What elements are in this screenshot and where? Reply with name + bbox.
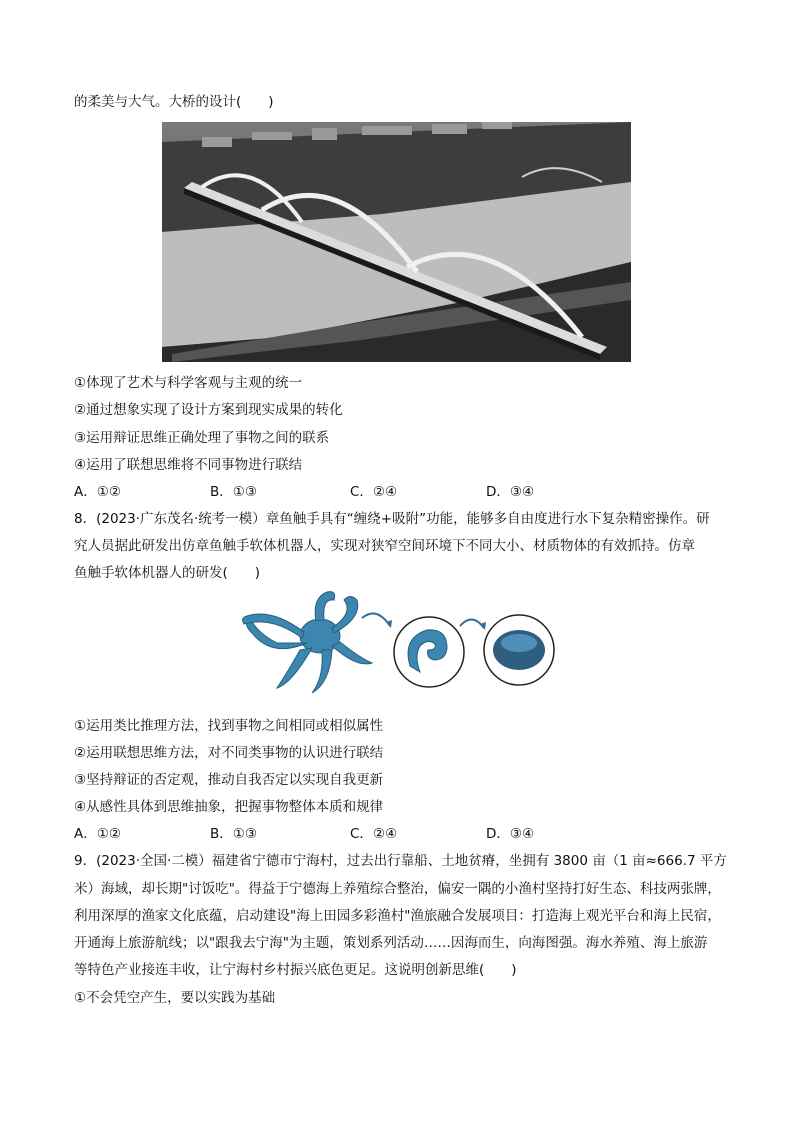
octopus-robot-icon — [243, 592, 372, 693]
q7-option-a[interactable]: A．①② — [74, 484, 121, 500]
q9-statement-1: ①不会凭空产生，要以实践为基础 — [74, 990, 276, 1006]
q7-option-c[interactable]: C．②④ — [350, 484, 398, 500]
q7-option-b[interactable]: B．①③ — [210, 484, 257, 500]
q9-stem-line-3: 利用深厚的渔家文化底蕴，启动建设"海上田园多彩渔村"渔旅融合发展项目：打造海上观光平台和海上民宿， — [74, 908, 721, 924]
q8-option-a[interactable]: A．①② — [74, 826, 121, 842]
q8-options — [74, 824, 594, 844]
q9-stem-line-4: 开通海上旅游航线；以"跟我去宁海"为主题，策划系列活动……因海而生，向海图强。海水养殖、海上旅游 — [74, 935, 708, 951]
q8-statement-1: ①运用类比推理方法，找到事物之间相同或相似属性 — [74, 718, 384, 734]
q7-statement-3: ③运用辩证思维正确处理了事物之间的联系 — [74, 430, 330, 446]
q7-option-d[interactable]: D．③④ — [486, 484, 535, 500]
q7-statement-1: ①体现了艺术与科学客观与主观的统一 — [74, 375, 303, 391]
q8-option-c[interactable]: C．②④ — [350, 826, 398, 842]
q9-stem-line-5: 等特色产业接连丰收，让宁海村乡村振兴底色更足。这说明创新思维( ) — [74, 962, 517, 978]
q8-statement-2: ②运用联想思维方法，对不同类事物的认识进行联结 — [74, 745, 384, 761]
q9-stem-line-2: 米）海域，却长期"讨饭吃"。得益于宁德海上养殖综合整治，偏安一隅的小渔村坚持打好生态、科技两张牌， — [74, 881, 721, 897]
q7-statement-4: ④运用了联想思维将不同事物进行联结 — [74, 457, 303, 473]
q7-options — [74, 482, 594, 502]
bridge-photo — [162, 122, 631, 362]
q8-stem-line-1: 8．(2023·广东茂名·统考一模）章鱼触手具有“缠绕+吸附”功能，能够多自由度进行水下复杂精密操作。研 — [74, 511, 710, 527]
octopus-robot-illustration — [232, 588, 562, 700]
q9-stem-line-1: 9．(2023·全国·二模）福建省宁德市宁海村，过去出行靠船、土地贫瘠，坐拥有 3800 亩（1 亩≈666.7 平方 — [74, 853, 727, 869]
q8-statement-4: ④从感性具体到思维抽象，把握事物整体本质和规律 — [74, 799, 384, 815]
q8-statement-3: ③坚持辩证的否定观，推动自我否定以实现自我更新 — [74, 772, 384, 788]
q8-option-d[interactable]: D．③④ — [486, 826, 535, 842]
q8-option-b[interactable]: B．①③ — [210, 826, 257, 842]
q7-statement-2: ②通过想象实现了设计方案到现实成果的转化 — [74, 402, 343, 418]
q8-stem-line-3: 鱼触手软体机器人的研发( ) — [74, 565, 261, 581]
q8-stem-line-2: 究人员据此研发出仿章鱼触手软体机器人，实现对狭窄空间环境下不同大小、材质物体的有效抓持。仿章 — [74, 538, 695, 554]
q7-stem-tail: 的柔美与大气。大桥的设计( ) — [74, 94, 274, 110]
